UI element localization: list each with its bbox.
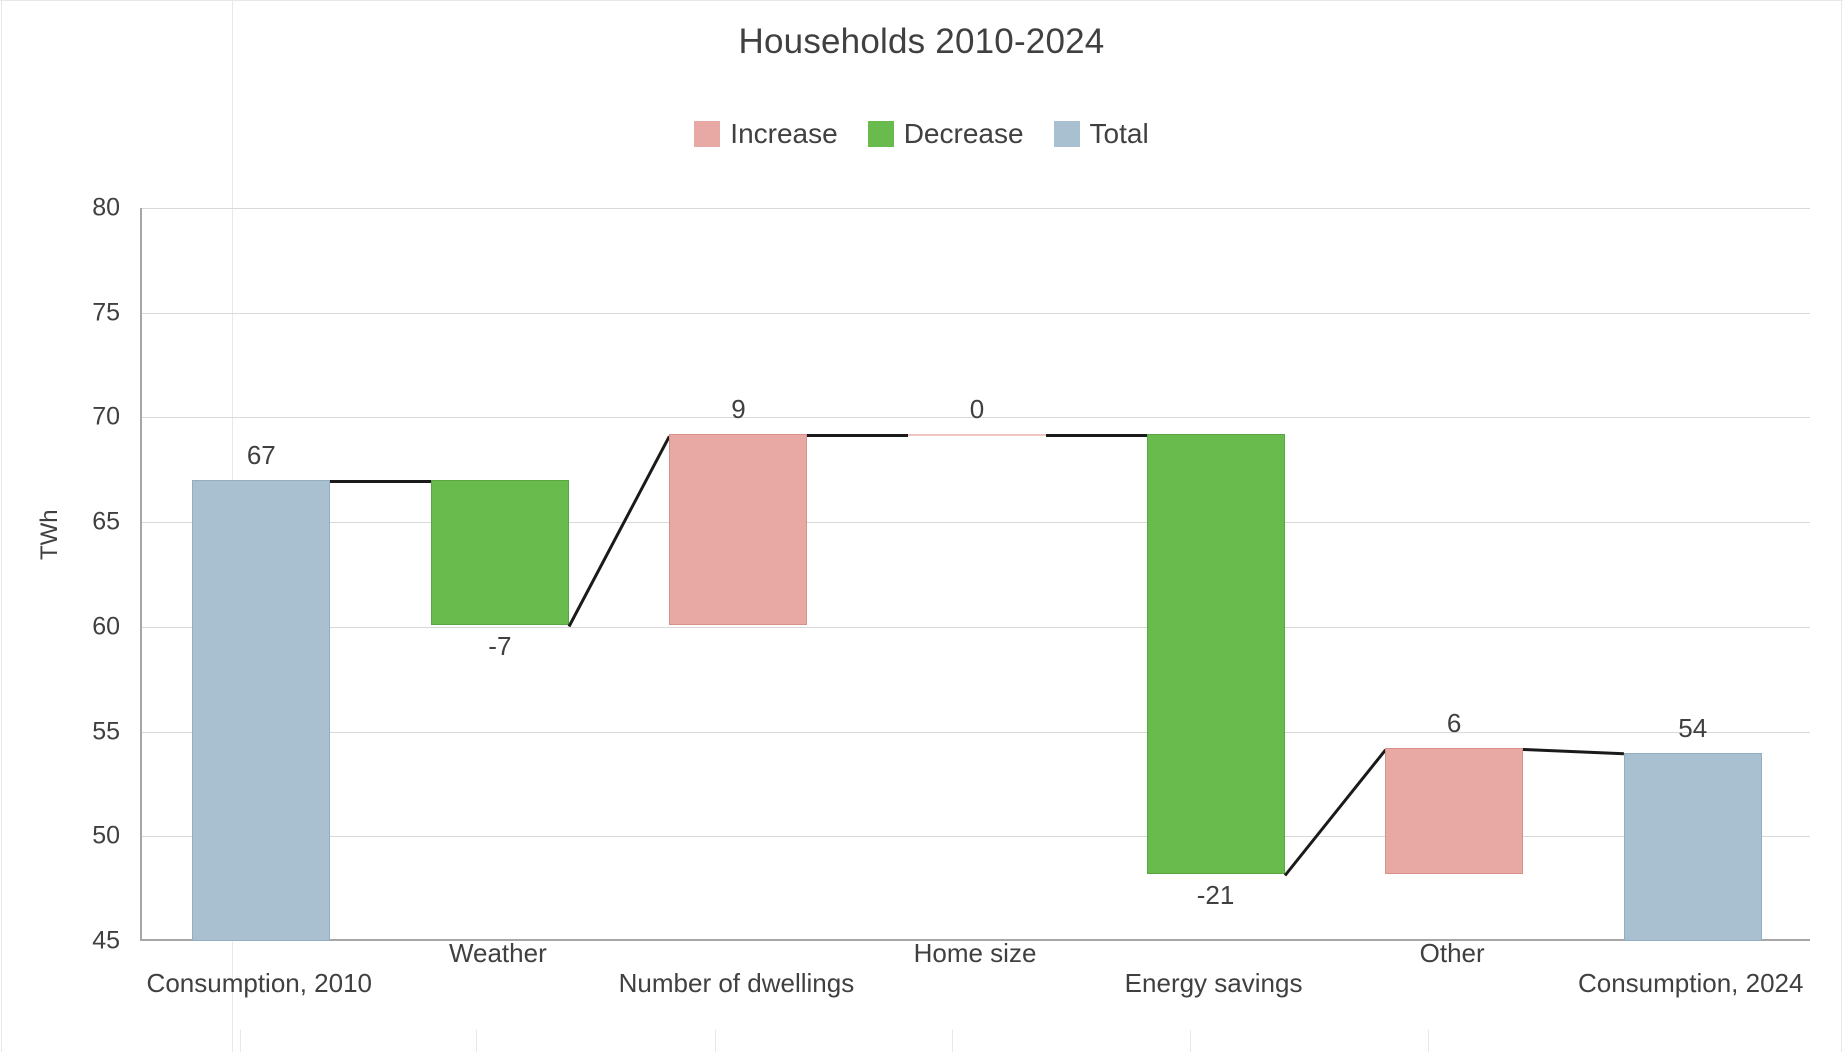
bar-number-of-dwellings[interactable] xyxy=(669,434,807,625)
legend-swatch-decrease xyxy=(868,121,894,147)
y-axis-title: TWh xyxy=(36,509,63,560)
legend-item-total[interactable] xyxy=(1054,118,1149,150)
bar-value-label: 6 xyxy=(1446,708,1462,739)
sheet-guide-b4 xyxy=(952,1030,953,1052)
waterfall-connector xyxy=(1523,748,1624,755)
legend-label-increase: Increase xyxy=(730,118,838,149)
bar-energy-savings[interactable] xyxy=(1147,434,1285,874)
y-tick-label-55: 55 xyxy=(92,717,120,746)
y-tick-label-50: 50 xyxy=(92,821,120,850)
legend-item-increase[interactable] xyxy=(694,118,837,150)
gridline-75 xyxy=(142,313,1810,314)
legend-item-decrease[interactable] xyxy=(868,118,1024,150)
bar-other[interactable] xyxy=(1385,748,1523,874)
y-tick-label-70: 70 xyxy=(92,402,120,431)
category-label: Energy savings xyxy=(1124,968,1303,998)
sheet-guide-b3 xyxy=(715,1030,716,1052)
sheet-top-border xyxy=(0,0,1843,1)
legend-swatch-total xyxy=(1054,121,1080,147)
chart-title: Households 2010-2024 xyxy=(738,22,1105,61)
bar-value-label: 67 xyxy=(246,440,276,471)
y-tick-label-75: 75 xyxy=(92,298,120,327)
y-tick-label-45: 45 xyxy=(92,926,120,955)
category-label: Consumption, 2010 xyxy=(146,968,373,998)
bar-value-label: 0 xyxy=(969,394,985,425)
y-tick-label-80: 80 xyxy=(92,193,120,222)
category-label: Other xyxy=(1419,938,1485,968)
category-label: Number of dwellings xyxy=(618,968,855,998)
sheet-guide-b2 xyxy=(476,1030,477,1052)
chart-legend xyxy=(0,118,1843,150)
bar-consumption-2010[interactable] xyxy=(192,480,330,941)
zero-bar-marker xyxy=(908,434,1046,436)
category-label: Home size xyxy=(913,938,1037,968)
sheet-guide-b6 xyxy=(1428,1030,1429,1052)
bar-value-label: -7 xyxy=(488,630,512,661)
waterfall-connector xyxy=(807,434,908,437)
legend-label-total: Total xyxy=(1089,118,1149,149)
waterfall-connector xyxy=(1046,434,1147,437)
waterfall-connector xyxy=(1283,749,1386,877)
category-label: Consumption, 2024 xyxy=(1577,968,1804,998)
sheet-guide-left xyxy=(1,0,2,1052)
waterfall-connector xyxy=(568,435,671,627)
y-tick-label-65: 65 xyxy=(92,507,120,536)
y-tick-label-60: 60 xyxy=(92,612,120,641)
sheet-guide-b5 xyxy=(1190,1030,1191,1052)
bar-weather[interactable] xyxy=(431,480,569,625)
gridline-65 xyxy=(142,522,1810,523)
bar-value-label: -21 xyxy=(1196,879,1235,910)
category-label: Weather xyxy=(448,938,547,968)
sheet-guide-b1 xyxy=(240,1030,241,1052)
gridline-80 xyxy=(142,208,1810,209)
bar-value-label: 54 xyxy=(1678,712,1708,743)
legend-swatch-increase xyxy=(694,121,720,147)
legend-label-decrease: Decrease xyxy=(903,118,1024,149)
gridline-55 xyxy=(142,732,1810,733)
bar-value-label: 9 xyxy=(731,394,746,425)
sheet-guide-right xyxy=(1841,0,1842,1052)
gridline-50 xyxy=(142,836,1810,837)
gridline-60 xyxy=(142,627,1810,628)
bar-consumption-2024[interactable] xyxy=(1624,753,1762,941)
waterfall-connector xyxy=(330,480,431,483)
